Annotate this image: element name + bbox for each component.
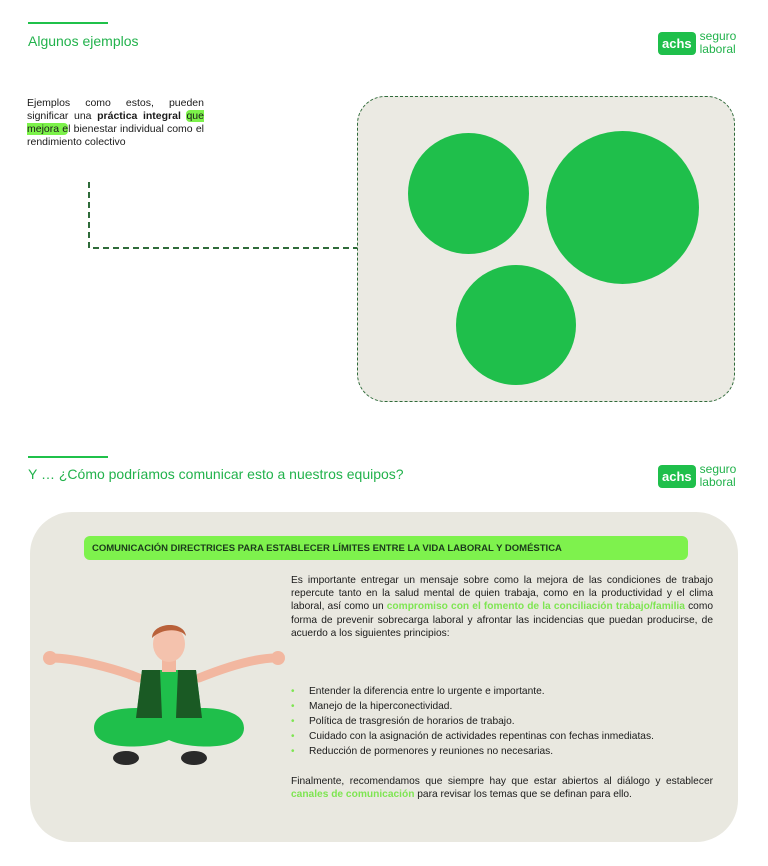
intro-bold: práctica integral [97,110,181,122]
example-circle-1 [408,133,529,254]
logo-line2: laboral [699,42,736,56]
achs-logo-bottom [658,463,736,489]
logo-text [700,463,737,489]
list-item: • Cuidado con la asignación de actividades repentinas con fechas inmediatas. [291,729,721,744]
list-item: • Política de trasgresión de horarios de trabajo. [291,714,721,729]
intro-text-1: Ejemplos como estos, pueden significar una [27,97,204,122]
logo-line1: seguro [699,462,737,476]
meditating-person-illustration [34,618,294,773]
logo-line1: seguro [699,29,737,43]
section1-rule [28,22,108,24]
para1-green: compromiso con el fomento de la conciliación trabajo/familia [386,601,685,613]
example-circle-2 [546,131,699,284]
logo-mark: achs [658,32,696,55]
para2-green: canales de comunicación [291,789,415,801]
guidelines-banner [84,536,688,560]
closing-paragraph [291,775,713,801]
banner-text: COMUNICACIÓN DIRECTRICES PARA ESTABLECER LÍMITES ENTRE LA VIDA LABORAL Y DOMÉSTICA [92,542,562,554]
list-item: • Reducción de pormenores y reuniones no necesarias. [291,744,721,759]
section1-title: Algunos ejemplos [28,33,139,49]
section2-title: Y … ¿Cómo podríamos comunicar esto a nuestros equipos? [28,466,404,482]
achs-logo-top [658,30,736,56]
logo-line2: laboral [699,475,736,489]
intro-highlight: que mejora e [27,110,204,135]
dashed-connector [80,178,365,253]
para1-text-b: como forma de prevenir sobrecarga laboral y afrontar las incidencias que puedan producirse, de acuerdo a los siguientes principios: [291,601,713,639]
intro-paragraph [27,97,204,149]
intro-text-2: l bienestar individual como el rendimiento colectivo [27,123,204,148]
main-paragraph [291,574,713,640]
list-item: • Manejo de la hiperconectividad. [291,699,721,714]
para2-text-b: para revisar los temas que se definan para ello. [414,789,632,801]
section2-rule [28,456,108,458]
example-circle-3 [456,265,576,385]
logo-mark: achs [658,465,696,488]
para1-text-a: Es importante entregar un mensaje sobre como la mejora de las condiciones de trabajo repercute tanto en la salud mental de quien trabaja, como en la productividad y el clima laboral, así como un [291,575,713,613]
list-item: • Entender la diferencia entre lo urgente e importante. [291,684,721,699]
para2-text-a: Finalmente, recomendamos que siempre hay que estar abiertos al diálogo y establecer [291,776,713,787]
logo-text [700,30,737,56]
principles-list [291,684,721,759]
